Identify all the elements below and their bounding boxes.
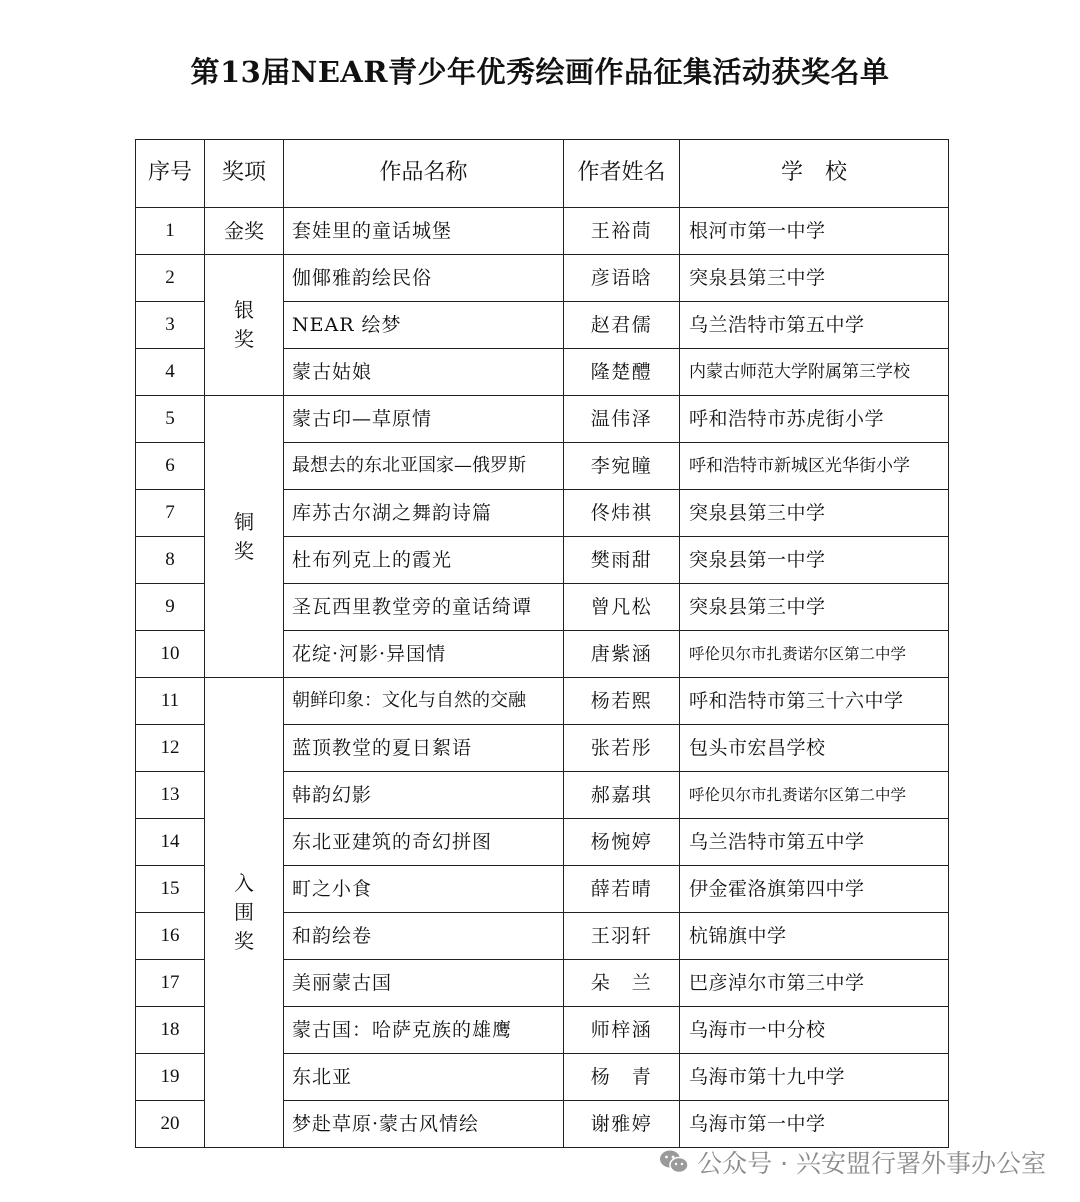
row-number: 18 bbox=[136, 1007, 205, 1054]
school-name: 呼伦贝尔市扎赉诺尔区第二中学 bbox=[680, 772, 949, 819]
author-name: 师梓涵 bbox=[564, 1007, 680, 1054]
row-number: 2 bbox=[136, 255, 205, 302]
work-title: 蒙古国：哈萨克族的雄鹰 bbox=[284, 1007, 564, 1054]
prize-gold bbox=[205, 208, 284, 255]
header-author: 作者姓名 bbox=[564, 140, 680, 208]
wechat-icon bbox=[659, 1149, 689, 1175]
author-name: 张若彤 bbox=[564, 725, 680, 772]
author-name: 薛若晴 bbox=[564, 866, 680, 913]
school-name: 内蒙古师范大学附属第三学校 bbox=[680, 349, 949, 396]
school-name: 乌兰浩特市第五中学 bbox=[680, 302, 949, 349]
author-name: 彦语晗 bbox=[564, 255, 680, 302]
school-name: 乌海市一中分校 bbox=[680, 1007, 949, 1054]
work-title: 套娃里的童话城堡 bbox=[284, 208, 564, 255]
watermark-text: 公众号 · 兴安盟行署外事办公室 bbox=[697, 1149, 1046, 1178]
table-header-row bbox=[136, 140, 949, 208]
row-number: 12 bbox=[136, 725, 205, 772]
table-row bbox=[136, 396, 949, 443]
row-number: 1 bbox=[136, 208, 205, 255]
school-name: 呼和浩特市新城区光华街小学 bbox=[680, 443, 949, 490]
work-title: 蒙古印—草原情 bbox=[284, 396, 564, 443]
school-name: 突泉县第三中学 bbox=[680, 490, 949, 537]
header-work: 作品名称 bbox=[284, 140, 564, 208]
prize-silver bbox=[205, 255, 284, 396]
work-title: 东北亚 bbox=[284, 1054, 564, 1101]
work-title: 美丽蒙古国 bbox=[284, 960, 564, 1007]
author-name: 赵君儒 bbox=[564, 302, 680, 349]
table-row bbox=[136, 255, 949, 302]
author-name: 谢雅婷 bbox=[564, 1101, 680, 1148]
work-title: 朝鲜印象：文化与自然的交融 bbox=[284, 678, 564, 725]
row-number: 13 bbox=[136, 772, 205, 819]
prize-finalist bbox=[205, 678, 284, 1148]
prize-label: 入围奖 bbox=[234, 871, 254, 953]
row-number: 20 bbox=[136, 1101, 205, 1148]
work-title: 町之小食 bbox=[284, 866, 564, 913]
school-name: 呼和浩特市苏虎街小学 bbox=[680, 396, 949, 443]
work-title: 圣瓦西里教堂旁的童话绮谭 bbox=[284, 584, 564, 631]
school-name: 呼和浩特市第三十六中学 bbox=[680, 678, 949, 725]
table-row bbox=[136, 678, 949, 725]
school-name: 包头市宏昌学校 bbox=[680, 725, 949, 772]
row-number: 17 bbox=[136, 960, 205, 1007]
work-title: 最想去的东北亚国家—俄罗斯 bbox=[284, 443, 564, 490]
row-number: 15 bbox=[136, 866, 205, 913]
author-name: 王羽轩 bbox=[564, 913, 680, 960]
row-number: 6 bbox=[136, 443, 205, 490]
work-title: 蓝顶教堂的夏日絮语 bbox=[284, 725, 564, 772]
row-number: 9 bbox=[136, 584, 205, 631]
prize-bronze bbox=[205, 396, 284, 678]
school-name: 呼伦贝尔市扎赉诺尔区第二中学 bbox=[680, 631, 949, 678]
work-title: 蒙古姑娘 bbox=[284, 349, 564, 396]
row-number: 16 bbox=[136, 913, 205, 960]
author-name: 杨惋婷 bbox=[564, 819, 680, 866]
author-name: 李宛瞳 bbox=[564, 443, 680, 490]
row-number: 14 bbox=[136, 819, 205, 866]
row-number: 4 bbox=[136, 349, 205, 396]
prize-label: 金奖 bbox=[224, 218, 264, 243]
table-row bbox=[136, 208, 949, 255]
school-name: 伊金霍洛旗第四中学 bbox=[680, 866, 949, 913]
header-prize: 奖项 bbox=[205, 140, 284, 208]
header-school: 学 校 bbox=[680, 140, 949, 208]
author-name: 郝嘉琪 bbox=[564, 772, 680, 819]
work-title: 伽倻雅韵绘民俗 bbox=[284, 255, 564, 302]
row-number: 10 bbox=[136, 631, 205, 678]
school-name: 乌海市第一中学 bbox=[680, 1101, 949, 1148]
author-name: 杨若熙 bbox=[564, 678, 680, 725]
work-title: 梦赴草原·蒙古风情绘 bbox=[284, 1101, 564, 1148]
author-name: 王裕茼 bbox=[564, 208, 680, 255]
author-name: 佟炜祺 bbox=[564, 490, 680, 537]
author-name: 朵 兰 bbox=[564, 960, 680, 1007]
work-title: 杜布列克上的霞光 bbox=[284, 537, 564, 584]
work-title: 和韵绘卷 bbox=[284, 913, 564, 960]
watermark bbox=[659, 1142, 1046, 1182]
school-name: 突泉县第三中学 bbox=[680, 255, 949, 302]
row-number: 19 bbox=[136, 1054, 205, 1101]
row-number: 5 bbox=[136, 396, 205, 443]
work-title: NEAR 绘梦 bbox=[284, 302, 564, 349]
work-title: 花绽·河影·异国情 bbox=[284, 631, 564, 678]
work-title: 韩韵幻影 bbox=[284, 772, 564, 819]
row-number: 3 bbox=[136, 302, 205, 349]
author-name: 隆楚醴 bbox=[564, 349, 680, 396]
author-name: 唐紫涵 bbox=[564, 631, 680, 678]
prize-label: 银奖 bbox=[234, 298, 254, 351]
author-name: 樊雨甜 bbox=[564, 537, 680, 584]
school-name: 突泉县第一中学 bbox=[680, 537, 949, 584]
work-title: 东北亚建筑的奇幻拼图 bbox=[284, 819, 564, 866]
school-name: 杭锦旗中学 bbox=[680, 913, 949, 960]
author-name: 温伟泽 bbox=[564, 396, 680, 443]
row-number: 11 bbox=[136, 678, 205, 725]
school-name: 根河市第一中学 bbox=[680, 208, 949, 255]
awards-table bbox=[135, 139, 949, 1148]
row-number: 7 bbox=[136, 490, 205, 537]
prize-label: 铜奖 bbox=[234, 509, 254, 563]
work-title: 库苏古尔湖之舞韵诗篇 bbox=[284, 490, 564, 537]
school-name: 巴彦淖尔市第三中学 bbox=[680, 960, 949, 1007]
school-name: 突泉县第三中学 bbox=[680, 584, 949, 631]
header-number: 序号 bbox=[136, 140, 205, 208]
school-name: 乌海市第十九中学 bbox=[680, 1054, 949, 1101]
row-number: 8 bbox=[136, 537, 205, 584]
school-name: 乌兰浩特市第五中学 bbox=[680, 819, 949, 866]
author-name: 杨 青 bbox=[564, 1054, 680, 1101]
page-title: 第13届NEAR青少年优秀绘画作品征集活动获奖名单 bbox=[190, 55, 890, 89]
author-name: 曾凡松 bbox=[564, 584, 680, 631]
